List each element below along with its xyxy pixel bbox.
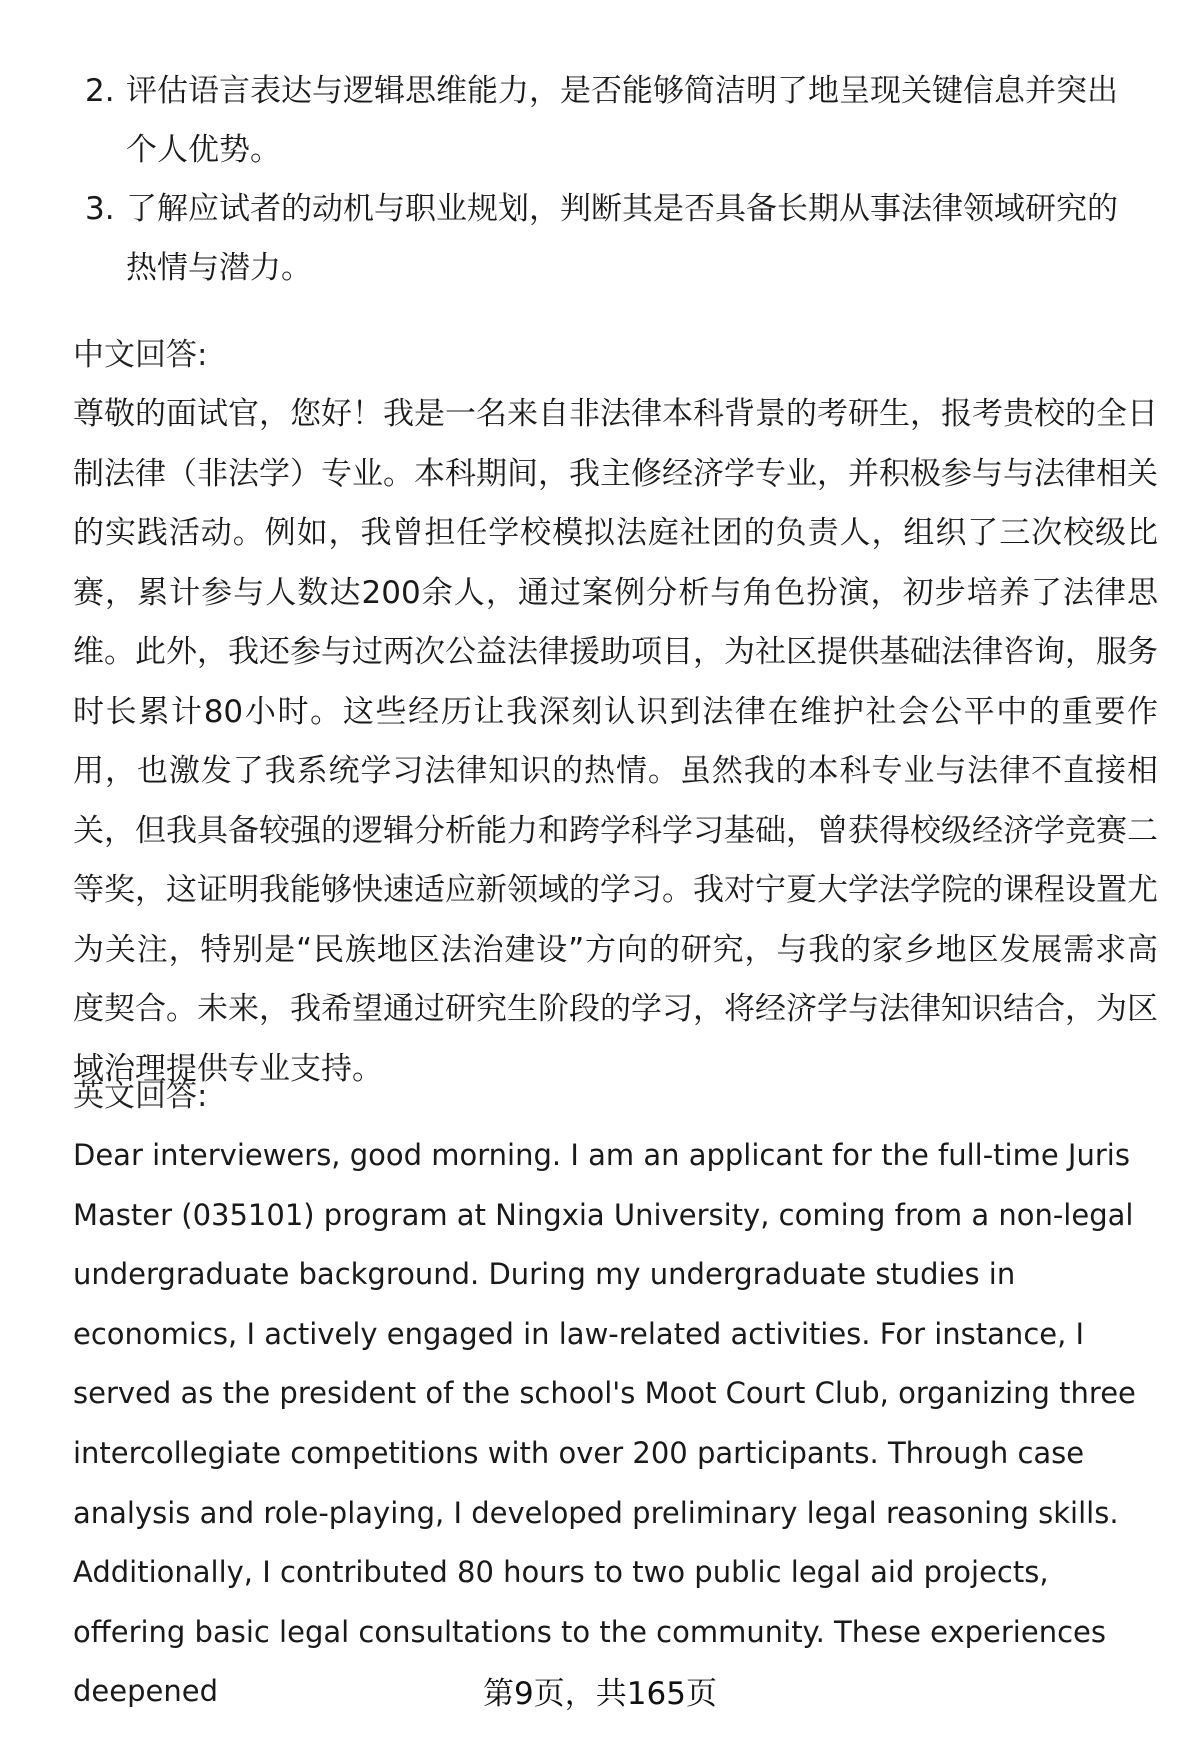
page-number-footer: 第9页，共165页 — [483, 1676, 717, 1712]
chinese-answer-section — [73, 326, 1158, 1099]
chinese-answer-body: 尊敬的面试官，您好！我是一名来自非法律本科背景的考研生，报考贵校的全日制法律（非法学）专业。本科期间，我主修经济学专业，并积极参与与法律相关的实践活动。例如，我曾担任学校模拟法庭社团的负责人，组织了三次校级比赛，累计参与人数达200余人，通过案例分析与角色扮演，初步培养了法律思维。此外，我还参与过两次公益法律援助项目，为社区提供基础法律咨询，服务时长累计80小时。这些经历让我深刻认识到法律在维护社会公平中的重要作用，也激发了我系统学习法律知识的热情。虽然我的本科专业与法律不直接相关，但我具备较强的逻辑分析能力和跨学科学习基础，曾获得校级经济学竞赛二等奖，这证明我能够快速适应新领域的学习。我对宁夏大学法学院的课程设置尤为关注，特别是“民族地区法治建设”方向的研究，与我的家乡地区发展需求高度契合。未来，我希望通过研究生阶段的学习，将经济学与法律知识结合，为区域治理提供专业支持。 — [73, 396, 1158, 1087]
list-item-number: 2. — [85, 73, 115, 109]
chinese-answer-heading: 中文回答: — [73, 337, 208, 373]
english-answer-body: Dear interviewers, good morning. I am an applicant for the full-time Juris Master (035101) program at Ningxia University, coming from a non-legal undergraduate background. During my undergraduate studies in economics, I actively engaged in law-related activities. For instance, I served as the president of the school's Moot Court Club, organizing three intercollegiate competitions with over 200 participants. Through case analysis and role-playing, I developed preliminary legal reasoning skills. Additionally, I contributed 80 hours to two public legal aid projects, offering basic legal consultations to the community. These experiences deepened — [73, 1138, 1136, 1709]
list-item — [0, 62, 1145, 180]
list-item-text: 评估语言表达与逻辑思维能力，是否能够简洁明了地呈现关键信息并突出个人优势。 — [126, 73, 1118, 168]
numbered-list — [0, 62, 1200, 298]
list-item-text: 了解应试者的动机与职业规划，判断其是否具备长期从事法律领域研究的热情与潜力。 — [126, 191, 1118, 286]
english-answer-section — [73, 1067, 1158, 1722]
english-answer-heading: 英文回答: — [73, 1078, 208, 1114]
list-item-number: 3. — [85, 191, 115, 227]
list-item — [0, 180, 1145, 298]
